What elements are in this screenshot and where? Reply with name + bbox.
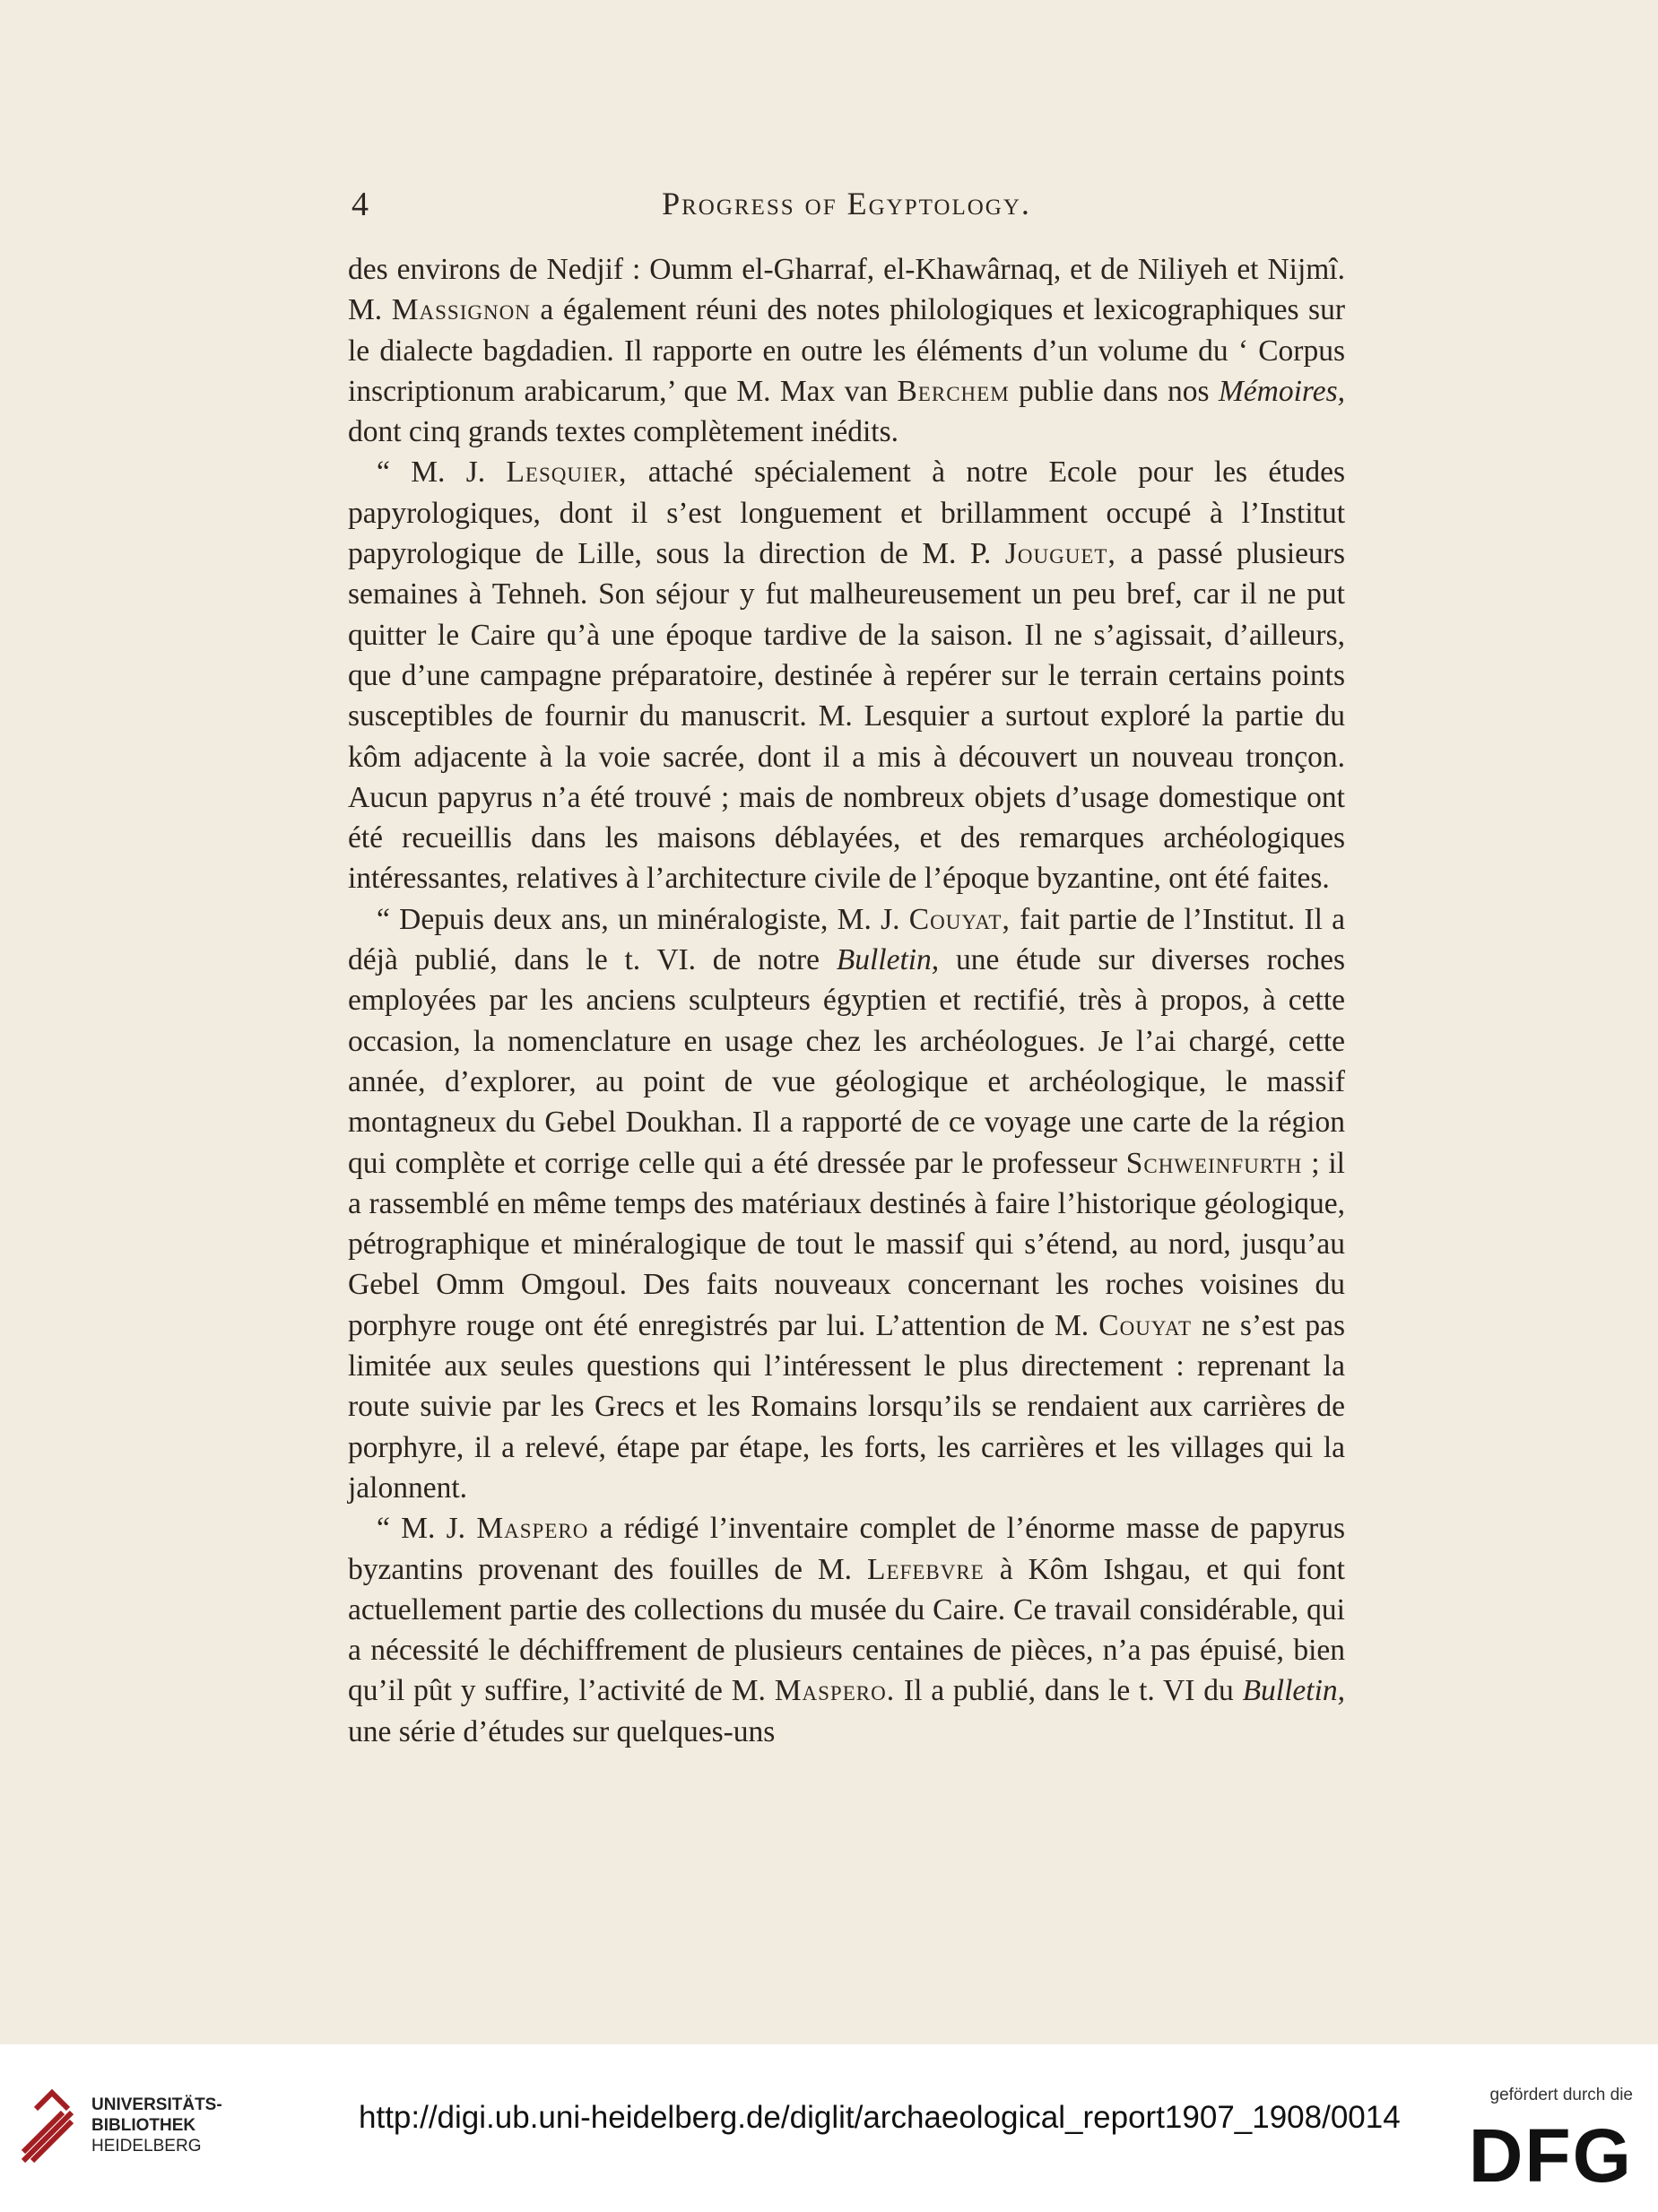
page-number: 4 xyxy=(352,186,369,223)
text-run: fait partie de l’Institut. Il a déjà publié, dans le t. VI. de notre xyxy=(348,902,1345,977)
text-run: une série d’études sur quelques-uns xyxy=(348,1714,776,1748)
dfg-logo: DFG xyxy=(1468,2113,1633,2198)
text-run: “ M. J. xyxy=(377,1512,477,1546)
text-run: Bulletin, xyxy=(1242,1674,1345,1708)
library-logo-icon xyxy=(16,2082,79,2172)
text-run: des environs de Nedjif : Oumm el-Gharraf, el-Khawârnaq, et de Niliyeh et Nijmî. M. xyxy=(348,253,1345,327)
permalink-url[interactable]: http://digi.ub.uni-heidelberg.de/diglit/archaeological_report1907_1908/0014 xyxy=(359,2100,1401,2135)
library-name-line-3: HEIDELBERG xyxy=(91,2137,202,2156)
text-run: Couyat, xyxy=(908,902,1011,936)
text-run: a également réuni des notes philologiques et lexicographiques sur le dialecte bagdadien. Il rapporte en outre les éléments d’un volume du ‘ Corpus inscriptionum arabicarum,’ que M. Max van xyxy=(348,293,1345,408)
text-run: Lefebvre xyxy=(867,1552,985,1586)
text-run: a passé plusieurs semaines à Tehneh. Son séjour y fut malheureusement un peu bref, car il ne put quitter le Caire qu’à une époque tardive de la saison. Il ne s’agissait, d’ailleurs, que d’une campagne préparatoire, destinée à repérer sur le terrain certains points susceptibles de fournir du manuscrit. M. Lesquier a surtout exploré la partie du kôm adjacente à la voie sacrée, dont il a mis à découvert un nouveau tronçon. Aucun papyrus n’a été trouvé ; mais de nombreux objets d’usage domestique ont été recueillis dans les maisons déblayées, et des remarques archéologiques intéressantes, relatives à l’architecture civile de l’époque byzantine, ont été faites. xyxy=(348,537,1345,896)
text-run: “ M. J. xyxy=(377,455,507,490)
text-run: Lesquier, xyxy=(506,455,628,490)
text-run: Berchem xyxy=(897,374,1010,408)
text-run: ne s’est pas limitée aux seules questions qui l’intéressent le plus directement : reprenant la route suivie par les Grecs et les Romains lorsqu’ils se rendaient aux carrières de porphyre, il a relevé, étape par étape, les forts, les carrières et les villages qui la jalonnent. xyxy=(348,1308,1345,1505)
text-run: une étude sur diverses roches employées par les anciens sculpteurs égyptien et rectifié, très à propos, à cette occasion, la nomenclature en usage chez les archéologues. Je l’ai chargé, cette année, d’explorer, au point de vue géologique et archéologique, le massif montagneux du Gebel Doukhan. Il a rapporté de ce voyage une carte de la région qui complète et corrige celle qui a été dressée par le professeur xyxy=(348,943,1345,1180)
text-run: “ Depuis deux ans, un minéralogiste, M. J. xyxy=(377,902,909,936)
text-run: ; il a rassemblé en même temps des matériaux destinés à faire l’historique géologique, pétrographique et minéralogique de tout le massif qui s’étend, au nord, jusqu’au Gebel Omm Omgoul. Des faits nouveaux concernant les roches voisines du porphyre rouge ont été enregistrés par lui. L’attention de M. xyxy=(348,1146,1345,1342)
text-run: a rédigé l’inventaire complet de l’énorme masse de papyrus byzantins provenant des fouilles de M. xyxy=(348,1512,1345,1586)
paragraph-1 xyxy=(348,249,1345,452)
text-run: Il a publié, dans le t. VI du xyxy=(895,1674,1243,1708)
text-run: Jouguet, xyxy=(1004,537,1116,571)
text-run: Maspero xyxy=(476,1512,589,1546)
paragraph-2 xyxy=(348,452,1345,898)
text-run: à Kôm Ishgau, et qui font actuellement partie des collections du musée du Caire. Ce travail considérable, qui a nécessité le déchiffrement de plusieurs centaines de pièces, n’a pas épuisé, bien qu’il pût y suffire, l’activité de M. xyxy=(348,1552,1345,1708)
text-run: Bulletin, xyxy=(836,943,940,977)
funding-caption: gefördert durch die xyxy=(1489,2086,1633,2104)
library-name-line-1: UNIVERSITÄTS- xyxy=(91,2095,222,2114)
library-name-line-2: BIBLIOTHEK xyxy=(91,2116,196,2135)
library-name xyxy=(91,2095,222,2156)
text-run: Massignon xyxy=(391,293,531,327)
text-run: attaché spécialement à notre Ecole pour les études papyrologiques, dont il s’est longuement et brillamment occupé à l’Institut papyrologique de Lille, sous la direction de M. P. xyxy=(348,455,1345,571)
text-run: Schweinfurth xyxy=(1125,1146,1303,1180)
text-run: publie dans nos xyxy=(1009,374,1219,408)
body-text xyxy=(348,249,1345,1752)
running-head xyxy=(352,185,1341,239)
text-run: dont cinq grands textes complètement inédits. xyxy=(348,415,899,449)
text-run: Couyat xyxy=(1098,1308,1192,1342)
text-run: Mémoires, xyxy=(1218,374,1345,408)
text-run: Maspero. xyxy=(774,1674,896,1708)
paragraph-3 xyxy=(348,899,1345,1508)
paragraph-4 xyxy=(348,1508,1345,1752)
running-title: Progress of Egyptology. xyxy=(662,186,1031,221)
